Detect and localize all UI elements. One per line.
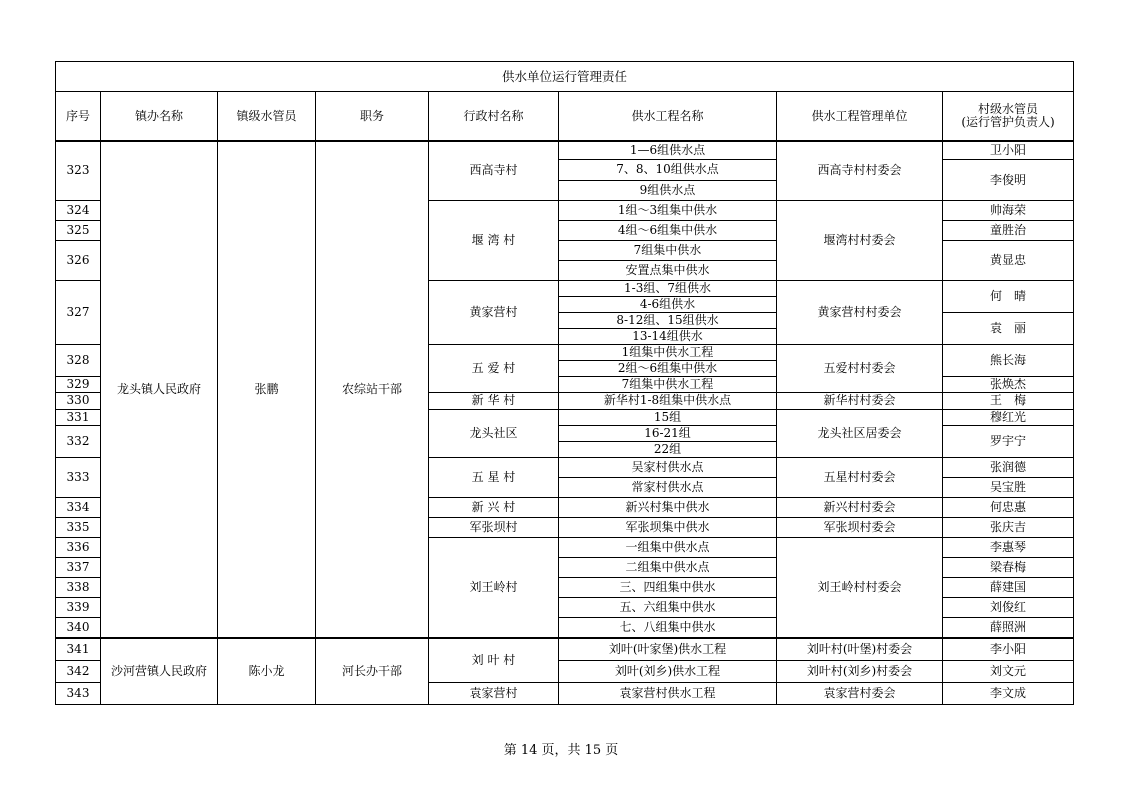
village-name-cell: 五 星 村	[429, 457, 559, 497]
village-manager-cell: 熊长海	[943, 345, 1074, 377]
page-footer: 第 14 页，共 15 页	[503, 743, 619, 758]
project-cell: 袁家营村供水工程	[559, 682, 777, 704]
project-cell: 军张坝集中供水	[559, 517, 777, 537]
seq-cell: 334	[56, 497, 101, 517]
header-village-manager	[943, 92, 1074, 141]
village-manager-cell: 罗宇宁	[943, 425, 1074, 457]
village-manager-cell: 梁春梅	[943, 558, 1074, 578]
management-unit-cell: 五星村村委会	[777, 457, 943, 497]
seq-cell: 323	[56, 141, 101, 200]
project-cell: 9组供水点	[559, 180, 777, 200]
project-cell: 1-3组、7组供水	[559, 281, 777, 297]
village-manager-cell: 何忠惠	[943, 497, 1074, 517]
project-cell: 1—6组供水点	[559, 141, 777, 160]
seq-cell: 340	[56, 618, 101, 638]
project-cell: 常家村供水点	[559, 477, 777, 497]
project-cell: 2组～6组集中供水	[559, 361, 777, 377]
village-manager-cell: 童胜治	[943, 220, 1074, 240]
header-town-manager: 镇级水管员	[218, 92, 316, 141]
village-manager-cell: 王 梅	[943, 393, 1074, 409]
management-unit-cell: 刘叶村(叶堡)村委会	[777, 638, 943, 660]
project-cell: 7、8、10组供水点	[559, 160, 777, 180]
village-manager-cell: 李文成	[943, 682, 1074, 704]
seq-cell: 326	[56, 240, 101, 280]
town-name-cell: 龙头镇人民政府	[101, 141, 218, 638]
seq-cell: 339	[56, 598, 101, 618]
project-cell: 三、四组集中供水	[559, 578, 777, 598]
seq-cell: 330	[56, 393, 101, 409]
project-cell: 1组～3组集中供水	[559, 200, 777, 220]
project-cell: 22组	[559, 441, 777, 457]
village-manager-cell: 袁 丽	[943, 313, 1074, 345]
project-cell: 8-12组、15组供水	[559, 313, 777, 329]
seq-cell: 329	[56, 377, 101, 393]
management-unit-cell: 龙头社区居委会	[777, 409, 943, 457]
seq-cell: 325	[56, 220, 101, 240]
management-unit-cell: 新华村村委会	[777, 393, 943, 409]
project-cell: 吴家村供水点	[559, 457, 777, 477]
village-name-cell: 军张坝村	[429, 517, 559, 537]
header-village-manager-line1: 村级水管员	[978, 102, 1039, 116]
village-name-cell: 刘 叶 村	[429, 638, 559, 682]
village-manager-cell: 刘文元	[943, 660, 1074, 682]
village-manager-cell: 李小阳	[943, 638, 1074, 660]
town-manager-cell: 张鹏	[218, 141, 316, 638]
village-manager-cell: 薛照洲	[943, 618, 1074, 638]
water-supply-responsibility-table	[55, 61, 1074, 705]
village-manager-cell: 李惠琴	[943, 538, 1074, 558]
project-cell: 刘叶(叶家堡)供水工程	[559, 638, 777, 660]
village-manager-cell: 李俊明	[943, 160, 1074, 200]
seq-cell: 335	[56, 517, 101, 537]
project-cell: 二组集中供水点	[559, 558, 777, 578]
project-cell: 4-6组供水	[559, 297, 777, 313]
seq-cell: 341	[56, 638, 101, 660]
project-cell: 一组集中供水点	[559, 538, 777, 558]
management-unit-cell: 刘叶村(刘乡)村委会	[777, 660, 943, 682]
village-name-cell: 黄家营村	[429, 281, 559, 345]
town-name-cell: 沙河营镇人民政府	[101, 638, 218, 704]
project-cell: 15组	[559, 409, 777, 425]
project-cell: 4组～6组集中供水	[559, 220, 777, 240]
table-row	[56, 638, 1074, 660]
village-manager-cell: 何 晴	[943, 281, 1074, 313]
village-manager-cell: 黄显忠	[943, 240, 1074, 280]
seq-cell: 324	[56, 200, 101, 220]
seq-cell: 332	[56, 425, 101, 457]
header-village: 行政村名称	[429, 92, 559, 141]
seq-cell: 336	[56, 538, 101, 558]
project-cell: 刘叶(刘乡)供水工程	[559, 660, 777, 682]
management-unit-cell: 军张坝村委会	[777, 517, 943, 537]
position-cell: 农综站干部	[316, 141, 429, 638]
header-town: 镇办名称	[101, 92, 218, 141]
management-unit-cell: 五爱村村委会	[777, 345, 943, 393]
seq-cell: 328	[56, 345, 101, 377]
seq-cell: 333	[56, 457, 101, 497]
header-seq: 序号	[56, 92, 101, 141]
management-unit-cell: 新兴村村委会	[777, 497, 943, 517]
header-village-manager-line2: (运行管护负责人)	[961, 115, 1055, 129]
project-cell: 五、六组集中供水	[559, 598, 777, 618]
project-cell: 新华村1-8组集中供水点	[559, 393, 777, 409]
header-position: 职务	[316, 92, 429, 141]
village-manager-cell: 帅海荣	[943, 200, 1074, 220]
town-manager-cell: 陈小龙	[218, 638, 316, 704]
project-cell: 13-14组供水	[559, 329, 777, 345]
seq-cell: 343	[56, 682, 101, 704]
project-cell: 1组集中供水工程	[559, 345, 777, 361]
title-row	[56, 62, 1074, 92]
table-row	[56, 141, 1074, 160]
header-unit: 供水工程管理单位	[777, 92, 943, 141]
project-cell: 新兴村集中供水	[559, 497, 777, 517]
position-cell: 河长办干部	[316, 638, 429, 704]
management-unit-cell: 西高寺村村委会	[777, 141, 943, 200]
project-cell: 7组集中供水	[559, 240, 777, 260]
seq-cell: 338	[56, 578, 101, 598]
management-unit-cell: 刘王岭村村委会	[777, 538, 943, 638]
village-manager-cell: 薛建国	[943, 578, 1074, 598]
seq-cell: 331	[56, 409, 101, 425]
village-manager-cell: 刘俊红	[943, 598, 1074, 618]
project-cell: 7组集中供水工程	[559, 377, 777, 393]
header-project: 供水工程名称	[559, 92, 777, 141]
village-name-cell: 堰 湾 村	[429, 200, 559, 280]
village-name-cell: 新 兴 村	[429, 497, 559, 517]
village-name-cell: 五 爱 村	[429, 345, 559, 393]
seq-cell: 327	[56, 281, 101, 345]
management-unit-cell: 黄家营村村委会	[777, 281, 943, 345]
village-name-cell: 刘王岭村	[429, 538, 559, 638]
village-name-cell: 新 华 村	[429, 393, 559, 409]
village-name-cell: 西高寺村	[429, 141, 559, 200]
management-unit-cell: 袁家营村委会	[777, 682, 943, 704]
project-cell: 安置点集中供水	[559, 260, 777, 280]
project-cell: 16-21组	[559, 425, 777, 441]
village-manager-cell: 穆红光	[943, 409, 1074, 425]
village-name-cell: 龙头社区	[429, 409, 559, 457]
village-manager-cell: 张焕杰	[943, 377, 1074, 393]
seq-cell: 337	[56, 558, 101, 578]
village-manager-cell: 张润德	[943, 457, 1074, 477]
table-title: 供水单位运行管理责任	[56, 62, 1074, 92]
village-manager-cell: 卫小阳	[943, 141, 1074, 160]
village-manager-cell: 吴宝胜	[943, 477, 1074, 497]
management-unit-cell: 堰湾村村委会	[777, 200, 943, 280]
header-row	[56, 92, 1074, 141]
village-name-cell: 袁家营村	[429, 682, 559, 704]
project-cell: 七、八组集中供水	[559, 618, 777, 638]
seq-cell: 342	[56, 660, 101, 682]
village-manager-cell: 张庆吉	[943, 517, 1074, 537]
